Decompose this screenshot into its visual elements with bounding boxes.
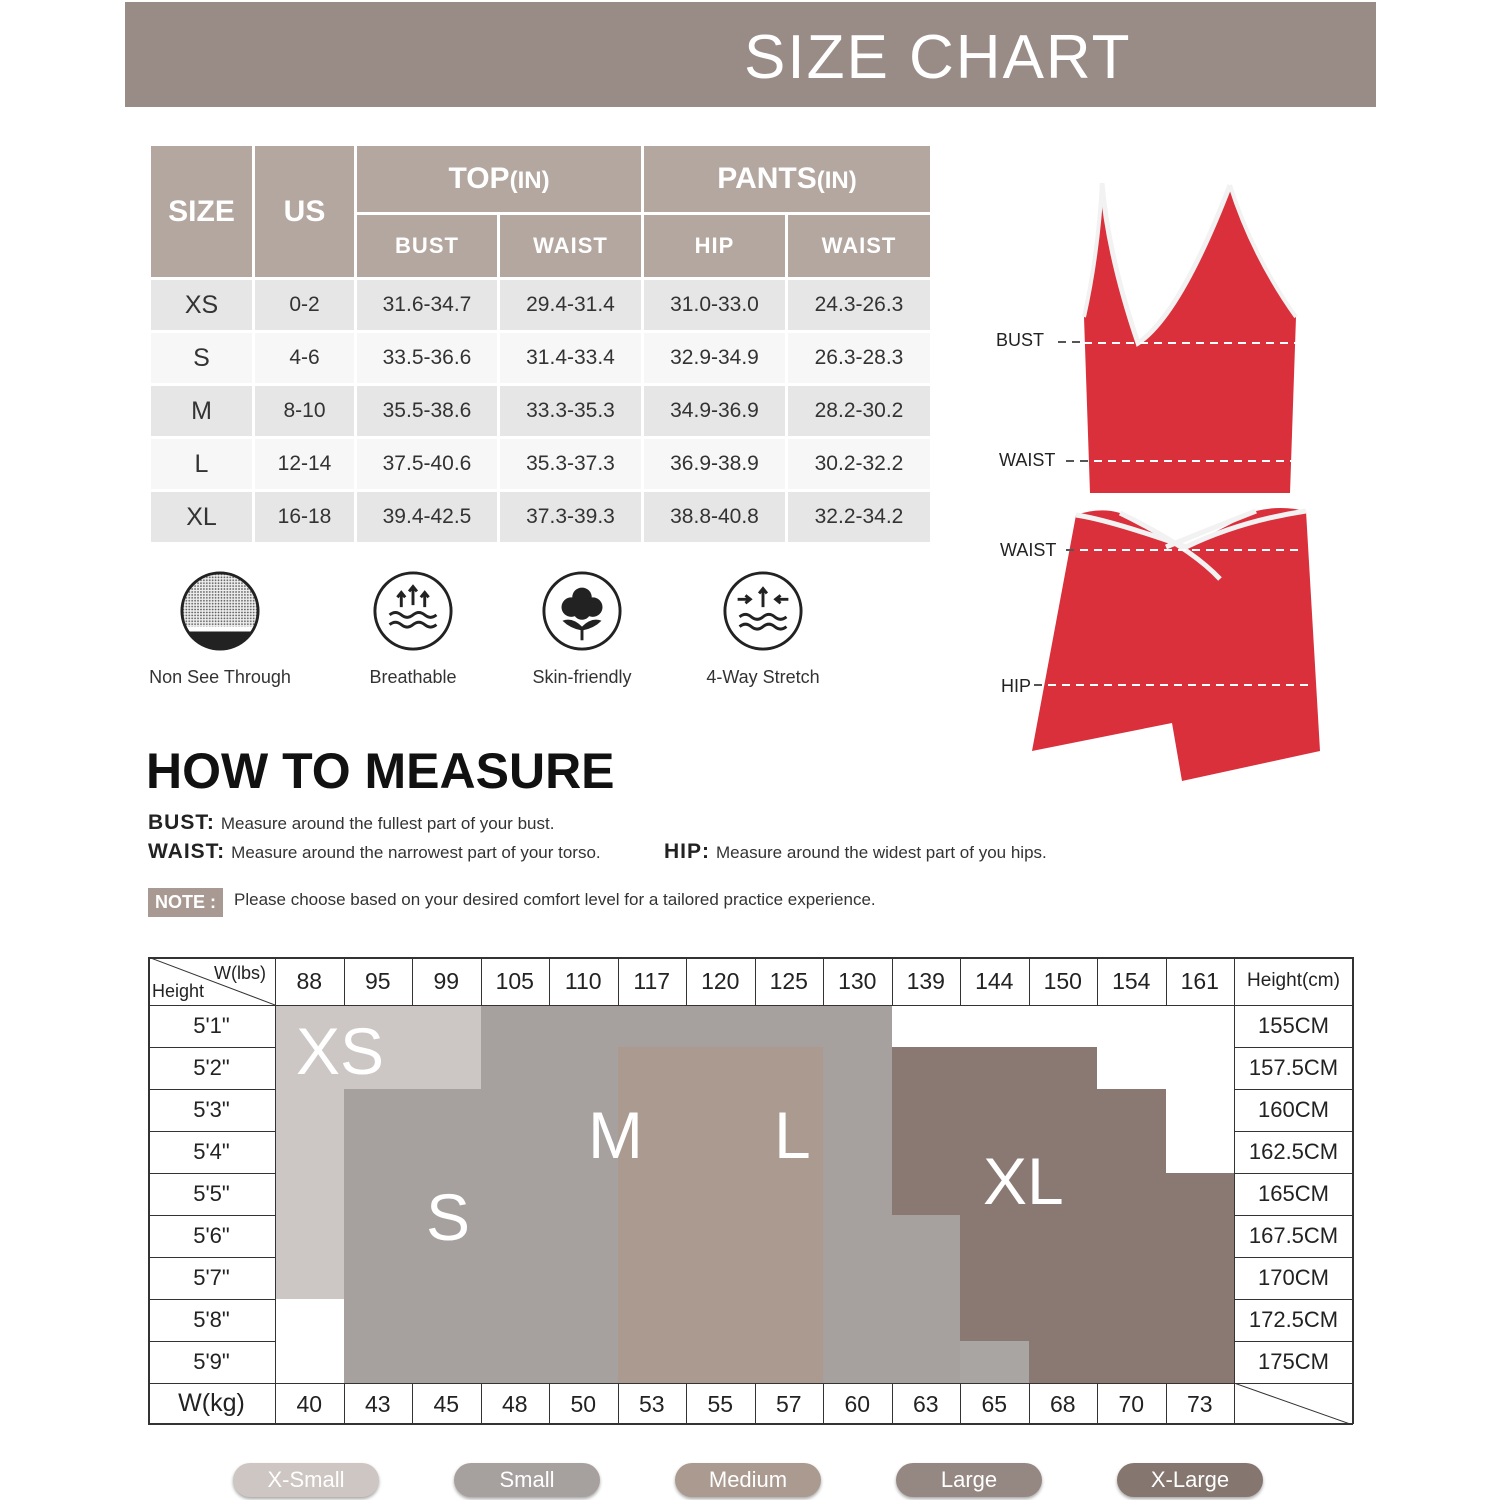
zone-label-s: S xyxy=(426,1180,471,1254)
stretch-arrows-icon xyxy=(722,570,804,652)
grid-line xyxy=(148,1383,275,1384)
grid-cell xyxy=(686,1299,756,1342)
grid-cell xyxy=(1097,1089,1167,1132)
grid-cell xyxy=(823,1173,893,1216)
size-cell: S xyxy=(150,332,254,385)
grid-cell xyxy=(1097,1005,1167,1048)
bust-cell: 39.4-42.5 xyxy=(356,491,499,544)
grid-cell xyxy=(755,1047,825,1090)
grid-cell xyxy=(1029,1089,1099,1132)
grid-cell xyxy=(755,1005,825,1048)
bust-measure-label: BUST xyxy=(996,330,1045,350)
hip-instruction: HIP: Measure around the widest part of you hips. xyxy=(664,840,1047,863)
grid-cell xyxy=(686,1005,756,1048)
grid-cell xyxy=(1097,1131,1167,1174)
height-ft-label: 5'1" xyxy=(193,1013,230,1038)
grid-cell xyxy=(344,1341,414,1384)
grid-cell xyxy=(412,1089,482,1132)
weight-kg-label: 70 xyxy=(1118,1391,1145,1417)
grid-cell xyxy=(618,1005,688,1048)
grid-cell xyxy=(1097,1047,1167,1090)
grid-cell xyxy=(686,1047,756,1090)
grid-cell xyxy=(481,1089,551,1132)
grid-cell xyxy=(344,1215,414,1258)
us-cell: 8-10 xyxy=(254,385,356,438)
legend-pill: X-Small xyxy=(233,1463,379,1497)
grid-cell xyxy=(618,1341,688,1384)
feature-skin-friendly xyxy=(502,570,662,688)
pants-waist-cell: 26.3-28.3 xyxy=(787,332,932,385)
grid-cell xyxy=(1097,1299,1167,1342)
grid-cell xyxy=(1166,1299,1236,1342)
top-waist-cell: 33.3-35.3 xyxy=(499,385,643,438)
weight-lbs-label: 95 xyxy=(364,968,391,994)
grid-cell xyxy=(960,1005,1030,1048)
weight-lbs-label: 125 xyxy=(769,968,808,994)
weight-kg-label: 60 xyxy=(844,1391,871,1417)
grid-cell xyxy=(618,1047,688,1090)
grid-cell xyxy=(344,1299,414,1342)
feature-label: Breathable xyxy=(369,667,457,687)
grid-cell xyxy=(1029,1299,1099,1342)
grid-line xyxy=(275,1005,1234,1006)
note-text: Please choose based on your desired comfort level for a tailored practice experience. xyxy=(234,890,876,909)
grid-cell xyxy=(275,1131,345,1174)
grid-cell xyxy=(1029,1215,1099,1258)
grid-cell xyxy=(823,1131,893,1174)
table-row xyxy=(150,279,932,332)
grid-line xyxy=(148,1423,1353,1425)
grid-cell xyxy=(755,1341,825,1384)
height-cm-label: 162.5CM xyxy=(1248,1139,1339,1164)
grid-cell xyxy=(823,1341,893,1384)
pants-waist-cell: 28.2-30.2 xyxy=(787,385,932,438)
hip-cell: 31.0-33.0 xyxy=(643,279,787,332)
waist-instruction: WAIST: Measure around the narrowest part of your torso. xyxy=(148,840,601,863)
note-badge: NOTE : xyxy=(148,888,223,917)
grid-cell xyxy=(1097,1257,1167,1300)
hip-cell: 38.8-40.8 xyxy=(643,491,787,544)
legend-pill: Medium xyxy=(675,1463,821,1497)
grid-line xyxy=(148,1173,275,1174)
grid-cell xyxy=(549,1047,619,1090)
grid-line xyxy=(148,1089,275,1090)
zone-label-xs: XS xyxy=(296,1014,385,1088)
legend-pill: Small xyxy=(454,1463,600,1497)
height-ft-label: 5'9" xyxy=(193,1349,230,1374)
zone-label-l: L xyxy=(774,1098,811,1172)
weight-kg-label: 43 xyxy=(364,1391,391,1417)
grid-cell xyxy=(1166,1047,1236,1090)
weight-lbs-label: 99 xyxy=(433,968,460,994)
height-cm-header: Height(cm) xyxy=(1247,970,1340,991)
zone-label-xl: XL xyxy=(983,1144,1064,1218)
grid-line xyxy=(1234,1047,1353,1048)
grid-cell xyxy=(1166,1089,1236,1132)
feature-breathable xyxy=(333,570,493,688)
grid-cell xyxy=(1097,1215,1167,1258)
height-weight-grid xyxy=(148,957,1353,1424)
grid-cell xyxy=(412,1341,482,1384)
grid-cell xyxy=(892,1215,962,1258)
grid-line xyxy=(148,1005,275,1006)
grid-line xyxy=(148,1131,275,1132)
weight-kg-label: 73 xyxy=(1186,1391,1213,1417)
grid-cell xyxy=(892,1299,962,1342)
height-ft-label: 5'5" xyxy=(193,1181,230,1206)
grid-cell xyxy=(412,1047,482,1090)
bust-cell: 35.5-38.6 xyxy=(356,385,499,438)
grid-cell xyxy=(686,1341,756,1384)
grid-cell xyxy=(344,1257,414,1300)
height-cm-label: 175CM xyxy=(1258,1349,1329,1374)
grid-cell xyxy=(481,1005,551,1048)
grid-cell xyxy=(275,1299,345,1342)
shorts-waist-measure-label: WAIST xyxy=(1000,540,1057,560)
grid-line xyxy=(1234,1131,1353,1132)
size-cell: L xyxy=(150,438,254,491)
us-cell: 4-6 xyxy=(254,332,356,385)
grid-cell xyxy=(960,1341,1030,1384)
grid-cell xyxy=(1097,1341,1167,1384)
hip-cell: 32.9-34.9 xyxy=(643,332,787,385)
grid-cell xyxy=(549,1299,619,1342)
grid-cell xyxy=(960,1047,1030,1090)
height-cm-label: 167.5CM xyxy=(1248,1223,1339,1248)
weight-kg-label: 48 xyxy=(501,1391,528,1417)
grid-cell xyxy=(892,1005,962,1048)
shorts-shape xyxy=(1032,508,1320,781)
feature-label: Skin-friendly xyxy=(532,667,632,687)
how-to-measure-title: HOW TO MEASURE xyxy=(146,743,615,799)
size-cell: XL xyxy=(150,491,254,544)
grid-line xyxy=(1234,1341,1353,1342)
grid-cell xyxy=(1166,1173,1236,1216)
header-hip: HIP xyxy=(643,214,787,279)
grid-cell xyxy=(892,1173,962,1216)
feature-label: Non See Through xyxy=(149,667,291,687)
grid-cell xyxy=(755,1173,825,1216)
grid-cell xyxy=(823,1005,893,1048)
grid-line xyxy=(275,957,276,1424)
grid-cell xyxy=(481,1131,551,1174)
grid-cell xyxy=(1166,1215,1236,1258)
grid-cell xyxy=(755,1215,825,1258)
page-title: SIZE CHART xyxy=(744,23,1132,92)
pants-waist-cell: 30.2-32.2 xyxy=(787,438,932,491)
grid-cell xyxy=(481,1341,551,1384)
header-top-waist: WAIST xyxy=(499,214,643,279)
weight-lbs-label: 144 xyxy=(975,968,1014,994)
grid-cell xyxy=(823,1299,893,1342)
pants-waist-cell: 24.3-26.3 xyxy=(787,279,932,332)
grid-cell xyxy=(892,1257,962,1300)
us-cell: 0-2 xyxy=(254,279,356,332)
height-ft-label: 5'6" xyxy=(193,1223,230,1248)
grid-line xyxy=(1234,1215,1353,1216)
grid-cell xyxy=(275,1341,345,1384)
legend-pill: Large xyxy=(896,1463,1042,1497)
bust-cell: 37.5-40.6 xyxy=(356,438,499,491)
top-waist-cell: 29.4-31.4 xyxy=(499,279,643,332)
grid-cell xyxy=(960,1089,1030,1132)
top-waist-cell: 37.3-39.3 xyxy=(499,491,643,544)
weight-lbs-label: 120 xyxy=(701,968,740,994)
size-table xyxy=(148,143,933,545)
height-cm-label: 165CM xyxy=(1258,1181,1329,1206)
weight-lbs-label: 88 xyxy=(296,968,323,994)
grid-cell xyxy=(549,1257,619,1300)
size-cell: XS xyxy=(150,279,254,332)
grid-cell xyxy=(1029,1257,1099,1300)
grid-line xyxy=(1234,1005,1353,1006)
grid-line xyxy=(1234,1173,1353,1174)
header-size: SIZE xyxy=(150,145,254,279)
height-cm-label: 160CM xyxy=(1258,1097,1329,1122)
top-waist-measure-label: WAIST xyxy=(999,450,1056,470)
grid-line xyxy=(148,1299,275,1300)
grid-cell xyxy=(412,1131,482,1174)
bottom-right-diagonal xyxy=(1234,1383,1353,1425)
grid-cell xyxy=(686,1215,756,1258)
bust-instruction: BUST: Measure around the fullest part of your bust. xyxy=(148,811,555,834)
grid-cell xyxy=(344,1173,414,1216)
grid-cell xyxy=(618,1215,688,1258)
grid-cell xyxy=(618,1173,688,1216)
weight-lbs-label: 154 xyxy=(1112,968,1151,994)
grid-cell xyxy=(686,1089,756,1132)
grid-cell xyxy=(1166,1257,1236,1300)
height-cm-label: 157.5CM xyxy=(1248,1055,1339,1080)
feature-4-way-stretch xyxy=(683,570,843,688)
grid-cell xyxy=(344,1131,414,1174)
grid-line xyxy=(148,1047,275,1048)
grid-cell xyxy=(823,1215,893,1258)
grid-cell xyxy=(412,1005,482,1048)
weight-lbs-label: 139 xyxy=(906,968,945,994)
grid-cell xyxy=(481,1257,551,1300)
height-ft-label: 5'3" xyxy=(193,1097,230,1122)
weight-kg-label: 50 xyxy=(570,1391,597,1417)
weight-kg-label: 40 xyxy=(296,1391,323,1417)
table-row xyxy=(150,385,932,438)
grid-cell xyxy=(275,1215,345,1258)
height-ft-label: 5'7" xyxy=(193,1265,230,1290)
header-top-group: TOP(IN) xyxy=(356,145,643,214)
grid-cell xyxy=(1029,1341,1099,1384)
grid-cell xyxy=(618,1299,688,1342)
legend-pill: X-Large xyxy=(1117,1463,1263,1497)
grid-cell xyxy=(275,1173,345,1216)
grid-line xyxy=(275,1383,1234,1384)
header-bust: BUST xyxy=(356,214,499,279)
breathable-arrows-icon xyxy=(372,570,454,652)
grid-cell xyxy=(1097,1173,1167,1216)
grid-cell xyxy=(892,1131,962,1174)
grid-cell xyxy=(686,1173,756,1216)
header-us: US xyxy=(254,145,356,279)
grid-cell xyxy=(755,1257,825,1300)
grid-cell xyxy=(549,1173,619,1216)
weight-kg-label: 57 xyxy=(775,1391,802,1417)
grid-cell xyxy=(481,1299,551,1342)
grid-cell xyxy=(1166,1005,1236,1048)
hip-cell: 34.9-36.9 xyxy=(643,385,787,438)
grid-cell xyxy=(481,1047,551,1090)
header-pants-waist: WAIST xyxy=(787,214,932,279)
weight-kg-label: 55 xyxy=(707,1391,734,1417)
grid-cell xyxy=(1029,1005,1099,1048)
weight-lbs-label: 117 xyxy=(633,968,671,994)
feature-non-see-through xyxy=(140,570,300,688)
grid-cell xyxy=(892,1341,962,1384)
bust-cell: 33.5-36.6 xyxy=(356,332,499,385)
grid-cell xyxy=(412,1257,482,1300)
feature-label: 4-Way Stretch xyxy=(706,667,820,687)
grid-cell xyxy=(549,1215,619,1258)
top-waist-cell: 35.3-37.3 xyxy=(499,438,643,491)
grid-cell xyxy=(892,1089,962,1132)
grid-line xyxy=(1234,1299,1353,1300)
grid-cell xyxy=(892,1047,962,1090)
tank-top-shape xyxy=(1084,183,1296,493)
grid-cell xyxy=(686,1257,756,1300)
weight-kg-label: 45 xyxy=(433,1391,460,1417)
grid-cell xyxy=(823,1257,893,1300)
bust-cell: 31.6-34.7 xyxy=(356,279,499,332)
pants-waist-cell: 32.2-34.2 xyxy=(787,491,932,544)
garment-illustration xyxy=(990,175,1330,790)
zone-label-m: M xyxy=(588,1098,643,1172)
weight-kg-label: 53 xyxy=(638,1391,665,1417)
grid-line xyxy=(148,957,1353,959)
grid-cell xyxy=(755,1299,825,1342)
weight-kg-label: 63 xyxy=(912,1391,939,1417)
top-waist-cell: 31.4-33.4 xyxy=(499,332,643,385)
weight-lbs-label: 150 xyxy=(1043,968,1082,994)
height-cm-label: 170CM xyxy=(1258,1265,1329,1290)
us-cell: 16-18 xyxy=(254,491,356,544)
grid-cell xyxy=(960,1299,1030,1342)
table-row xyxy=(150,438,932,491)
grid-cell xyxy=(549,1341,619,1384)
corner-weight-label: W(lbs) xyxy=(214,963,266,983)
corner-height-label: Height xyxy=(152,981,205,1001)
height-cm-label: 155CM xyxy=(1258,1013,1329,1038)
hip-cell: 36.9-38.9 xyxy=(643,438,787,491)
size-cell: M xyxy=(150,385,254,438)
grid-cell xyxy=(686,1131,756,1174)
grid-cell xyxy=(275,1257,345,1300)
weight-lbs-label: 105 xyxy=(495,968,534,994)
grid-cell xyxy=(1166,1341,1236,1384)
table-row xyxy=(150,491,932,544)
grid-cell xyxy=(960,1257,1030,1300)
weight-lbs-label: 110 xyxy=(564,968,602,994)
weight-kg-label: 68 xyxy=(1049,1391,1076,1417)
height-ft-label: 5'8" xyxy=(193,1307,230,1332)
grid-line xyxy=(1234,1257,1353,1258)
height-ft-label: 5'4" xyxy=(193,1139,230,1164)
hip-measure-label: HIP xyxy=(1001,676,1032,696)
grid-cell xyxy=(1166,1131,1236,1174)
cotton-flower-icon xyxy=(541,570,623,652)
grid-cell xyxy=(481,1173,551,1216)
grid-cell xyxy=(823,1089,893,1132)
us-cell: 12-14 xyxy=(254,438,356,491)
grid-line xyxy=(148,1257,275,1258)
height-cm-label: 172.5CM xyxy=(1248,1307,1339,1332)
grid-cell xyxy=(549,1005,619,1048)
grid-cell xyxy=(344,1089,414,1132)
grid-line xyxy=(148,1341,275,1342)
grid-line xyxy=(148,1215,275,1216)
header-pants-group: PANTS(IN) xyxy=(643,145,932,214)
table-row xyxy=(150,332,932,385)
kg-label: W(kg) xyxy=(178,1389,245,1417)
grid-cell xyxy=(618,1257,688,1300)
grid-cell xyxy=(275,1089,345,1132)
grid-cell xyxy=(823,1047,893,1090)
weight-kg-label: 65 xyxy=(981,1391,1008,1417)
weight-lbs-label: 161 xyxy=(1180,968,1219,994)
grid-cell xyxy=(1029,1047,1099,1090)
grid-line xyxy=(1234,1089,1353,1090)
weight-lbs-label: 130 xyxy=(838,968,877,994)
grid-cell xyxy=(412,1299,482,1342)
grid-cell xyxy=(960,1215,1030,1258)
grid-cell xyxy=(481,1215,551,1258)
height-ft-label: 5'2" xyxy=(193,1055,230,1080)
mesh-circle-icon xyxy=(179,570,261,652)
